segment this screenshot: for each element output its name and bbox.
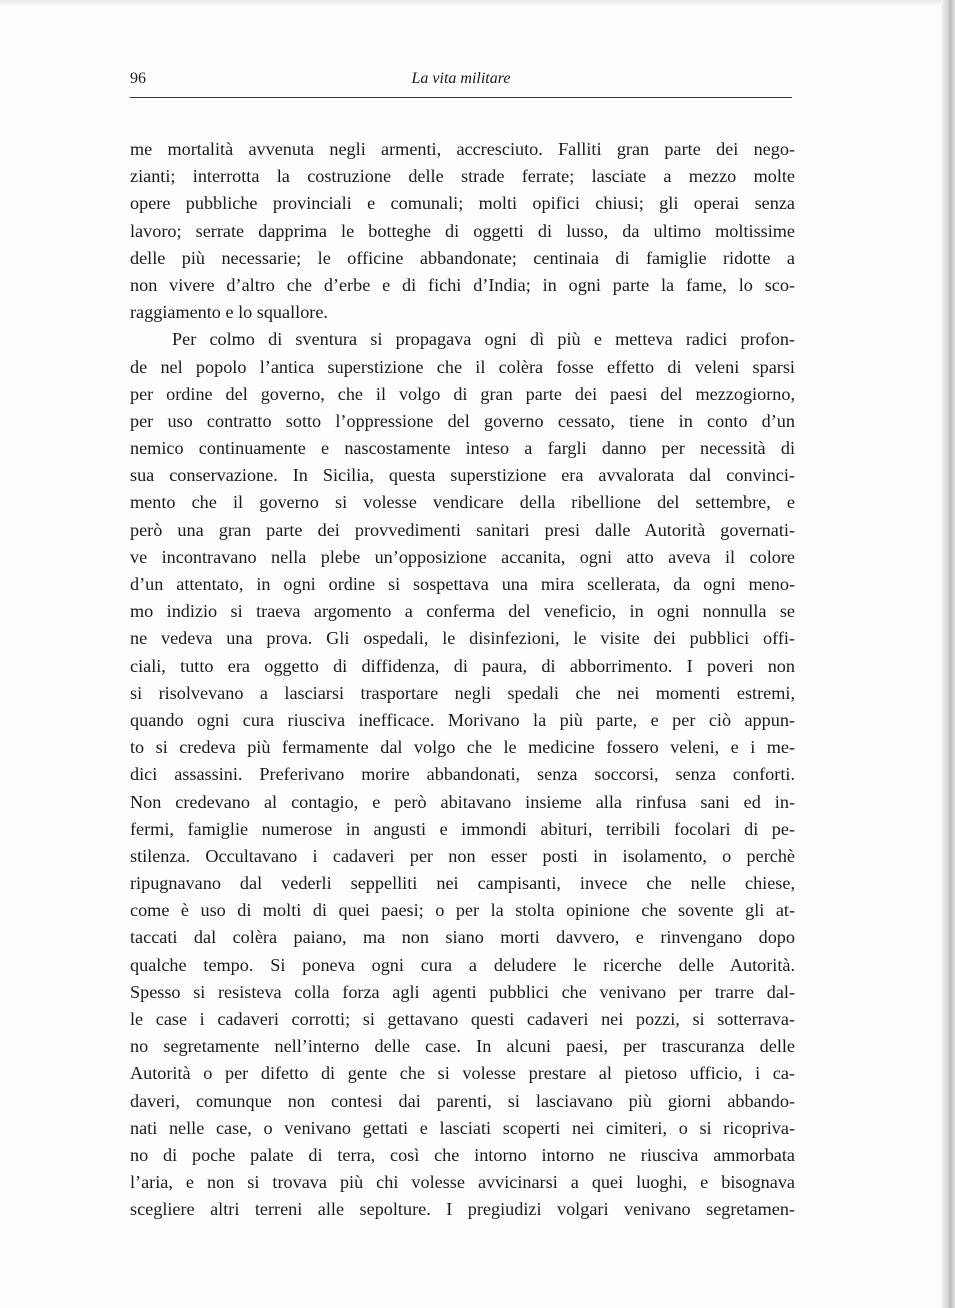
text-line: raggiamento e lo squallore. [130, 302, 328, 323]
text-line: de nel popolo l’antica superstizione che il colèra fosse effetto di veleni sparsi [130, 356, 795, 377]
text-line: nati nelle case, o venivano gettati e lasciati scoperti nei cimiteri, o si ricopriva- [130, 1117, 795, 1138]
running-title: La vita militare [411, 70, 511, 87]
text-line: ve incontravano nella plebe un’opposizione accanita, ogni atto aveva il colore [130, 546, 795, 567]
text-line: ne vedeva una prova. Gli ospedali, le disinfezioni, le visite dei pubblici offi- [130, 628, 795, 649]
text-line: d’un attentato, in ogni ordine si sospettava una mira scellerata, da ogni meno- [130, 574, 795, 594]
text-line: taccati dal colèra paiano, ma non siano morti davvero, e rinvengano dopo [130, 927, 795, 948]
text-line: si risolvevano a lasciarsi trasportare negli spedali che nei momenti estremi, [130, 682, 795, 703]
scan-top-shadow [0, 0, 955, 6]
text-line: ripugnavano dal vederli seppelliti nei campisanti, invece che nelle chiese, [130, 873, 795, 894]
text-line: per uso contratto sotto l’oppressione del governo cessato, tiene in conto d’un [130, 410, 795, 431]
text-line: però una gran parte dei provvedimenti sanitari presi dalle Autorità governati- [130, 519, 795, 540]
text-line: Autorità o per difetto di gente che si volesse prestare al pietoso ufficio, i ca- [130, 1063, 795, 1084]
text-line: fermi, famiglie numerose in angusti e immondi abituri, terribili focolari di pe- [130, 818, 795, 839]
text-line: daveri, comunque non contesi dai parenti, si lasciavano più giorni abbando- [130, 1090, 795, 1111]
running-head [130, 70, 792, 96]
text-line: me mortalità avvenuta negli armenti, accresciuto. Falliti gran parte dei nego- [130, 139, 795, 159]
text-line: lavoro; serrate dapprima le botteghe di oggetti di lusso, da ultimo moltissime [130, 220, 795, 241]
text-line: non vivere d’altro che d’erbe e di fichi d’India; in ogni parte la fame, lo sco- [130, 274, 795, 295]
text-line: no segretamente nell’interno delle case. In alcuni paesi, per trascuranza delle [130, 1036, 795, 1057]
text-line: stilenza. Occultavano i cadaveri per non esser posti in isolamento, o perchè [130, 845, 795, 866]
paragraph-start-line: Per colmo di sventura si propagava ogni dì più e metteva radici profon- [172, 329, 795, 350]
text-line: delle più necessarie; le officine abbandonate; centinaia di famiglie ridotte a [130, 247, 795, 268]
text-line: nemico continuamente e nascostamente inteso a fargli danno per necessità di [130, 438, 795, 459]
scan-binding-edge [941, 0, 955, 1308]
text-line: zianti; interrotta la costruzione delle strade ferrate; lasciate a mezzo molte [130, 166, 795, 187]
text-line: mo indizio si traeva argomento a conferma del veneficio, in ogni nonnulla se [130, 601, 795, 622]
text-line: quando ogni cura riusciva inefficace. Morivano la più parte, e per ciò appun- [130, 709, 795, 730]
text-line: sua conservazione. In Sicilia, questa superstizione era avvalorata dal convinci- [130, 465, 795, 486]
text-line: Non credevano al contagio, e però abitavano insieme alla rinfusa sani ed in- [130, 791, 795, 812]
text-line: l’aria, e non si trovava più chi volesse avvicinarsi a quei luoghi, e bisognava [130, 1172, 795, 1193]
text-line: come è uso di molti di quei paesi; o per la stolta opinione che sovente gli at- [130, 900, 795, 921]
text-line: le case i cadaveri corrotti; si gettavano questi cadaveri nei pozzi, si sotterrava- [130, 1009, 795, 1029]
body-text [130, 136, 795, 1224]
text-line: opere pubbliche provinciali e comunali; molti opifici chiusi; gli operai senza [130, 193, 795, 214]
text-line: mento che il governo si volesse vendicare della ribellione del settembre, e [130, 492, 795, 513]
text-line: dici assassini. Preferivano morire abbandonati, senza soccorsi, senza conforti. [130, 764, 795, 785]
text-line: Spesso si resisteva colla forza agli agenti pubblici che venivano per trarre dal- [130, 981, 795, 1002]
text-line: ciali, tutto era oggetto di diffidenza, di paura, di abborrimento. I poveri non [130, 655, 795, 676]
text-line: to si credeva più fermamente dal volgo che le medicine fossero veleni, e i me- [130, 737, 795, 758]
text-line: qualche tempo. Si poneva ogni cura a deludere le ricerche delle Autorità. [130, 954, 795, 975]
page-number: 96 [130, 70, 146, 87]
text-line: per ordine del governo, che il volgo di gran parte dei paesi del mezzogiorno, [130, 383, 795, 404]
text-line: no di poche palate di terra, così che intorno intorno ne riusciva ammorbata [130, 1144, 795, 1165]
header-rule [130, 97, 792, 98]
text-line: scegliere altri terreni alle sepolture. I pregiudizi volgari venivano segretamen- [130, 1199, 795, 1220]
